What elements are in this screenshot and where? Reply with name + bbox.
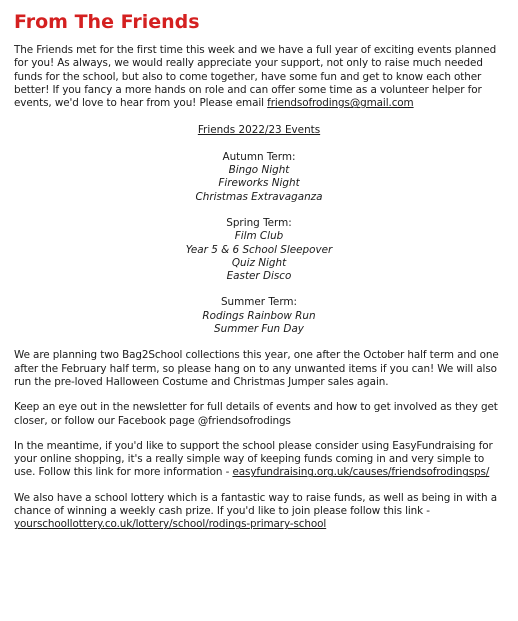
term-label: Spring Term: bbox=[226, 216, 292, 229]
event-item: Bingo Night bbox=[228, 164, 290, 177]
event-item: Easter Disco bbox=[226, 270, 292, 283]
bag2school-paragraph: We are planning two Bag2School collections this year, one after the October half term and one after the February half term, so please hang on to any unwanted items if you can! We will also run the pre-loved Halloween Costume and Christmas Jumper sales again. bbox=[14, 349, 499, 388]
newsletter-paragraph: Keep an eye out in the newsletter for full details of events and how to get involved as they get closer, or follow our Facebook page @friendsofrodings bbox=[14, 401, 498, 427]
term-label: Autumn Term: bbox=[222, 150, 296, 163]
section-title: From The Friends bbox=[14, 11, 200, 33]
term-summer bbox=[14, 296, 504, 336]
event-item: Summer Fun Day bbox=[214, 323, 304, 336]
event-item: Fireworks Night bbox=[218, 177, 300, 190]
event-item: Quiz Night bbox=[231, 256, 287, 269]
easyfundraising-paragraph bbox=[14, 440, 504, 480]
intro-paragraph bbox=[14, 44, 504, 110]
lottery-link[interactable]: yourschoollottery.co.uk/lottery/school/rodings-primary-school bbox=[14, 518, 327, 531]
events-heading: Friends 2022/23 Events bbox=[197, 124, 321, 137]
event-item: Rodings Rainbow Run bbox=[202, 309, 316, 322]
event-item: Year 5 & 6 School Sleepover bbox=[185, 243, 333, 256]
easyfundraising-text: In the meantime, if you'd like to support the school please consider using EasyFundraising for your online shopping, it's a really simple way of keeping funds coming in and very simple to use. Follow this link for more information - bbox=[14, 439, 493, 479]
event-item: Christmas Extravaganza bbox=[195, 190, 323, 203]
easyfundraising-link[interactable]: easyfundraising.org.uk/causes/friendsofrodingsps/ bbox=[232, 466, 490, 479]
event-item: Film Club bbox=[234, 230, 284, 243]
term-autumn bbox=[14, 151, 504, 204]
lottery-text: We also have a school lottery which is a fantastic way to raise funds, as well as being in with a chance of winning a weekly cash prize. If you'd like to join please follow this link - bbox=[14, 491, 497, 518]
intro-text: The Friends met for the first time this week and we have a full year of exciting events planned for you! As always, we would really appreciate your support, not only to raise much needed funds for the school, but also to come together, have some fun and get to know each other better! If you fancy a more hands on role and can offer some time as a volunteer helper for events, we'd love to hear from you! Please email bbox=[14, 44, 497, 110]
term-spring bbox=[14, 217, 504, 283]
term-label: Summer Term: bbox=[220, 296, 298, 309]
lottery-paragraph bbox=[14, 492, 504, 532]
email-link[interactable]: friendsofrodings@gmail.com bbox=[267, 97, 414, 110]
events-list bbox=[14, 124, 504, 336]
